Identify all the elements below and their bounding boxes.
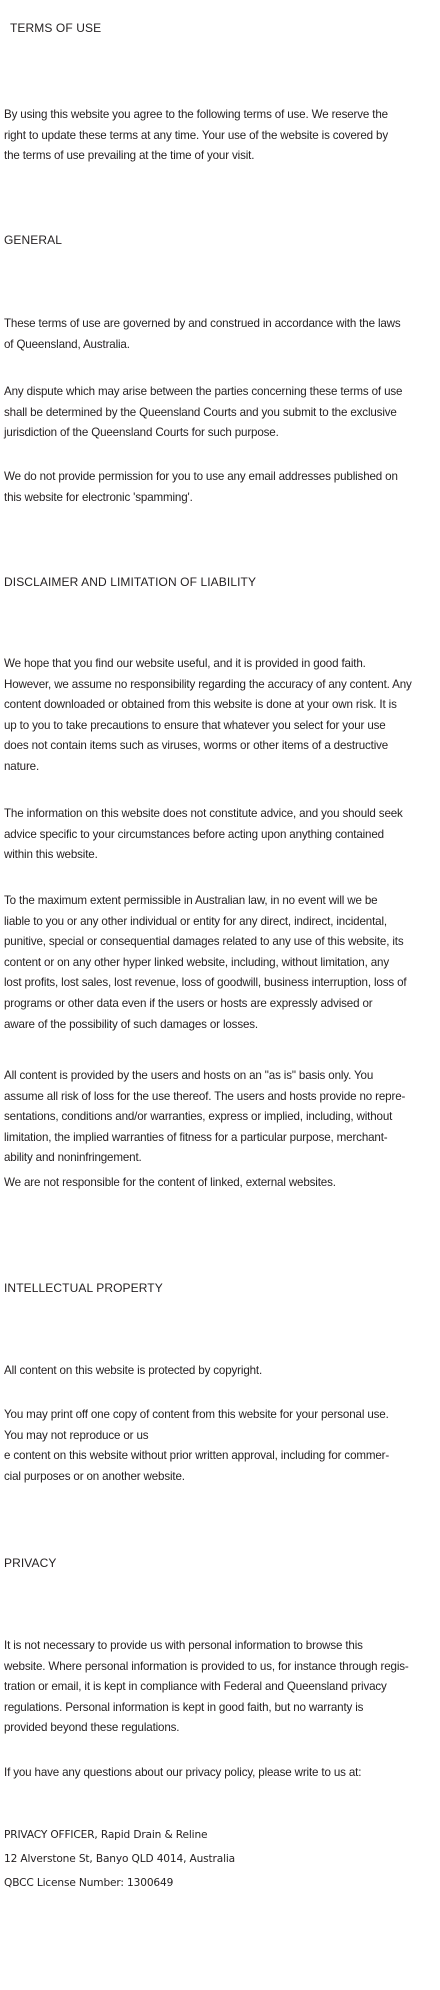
text-line: These terms of use are governed by and construed in accordance with the laws — [4, 317, 401, 330]
text-line: content or on any other hyper linked website, including, without limitation, any — [4, 955, 389, 969]
text-line: jurisdiction of the Queensland Courts for such purpose. — [4, 426, 279, 440]
disclaimer-paragraph-as-is — [4, 1066, 426, 1169]
text-line: website. Where personal information is provided to us, for instance through regis- — [4, 1659, 409, 1673]
privacy-paragraph-questions — [4, 1763, 426, 1784]
ip-paragraph-print — [4, 1405, 426, 1487]
text-line: shall be determined by the Queensland Courts and you submit to the exclusive — [4, 405, 397, 419]
text-line: lost profits, lost sales, lost revenue, loss of goodwill, business interruption, loss of — [4, 976, 407, 990]
text-line: All content on this website is protected by copyright. — [4, 1364, 263, 1377]
privacy-paragraph-information — [4, 1636, 426, 1739]
text-line: liable to you or any other individual or entity for any direct, indirect, incidental, — [4, 914, 387, 928]
text-line: aware of the possibility of such damages or losses. — [4, 1017, 258, 1031]
text-line: programs or other data even if the users or hosts are expressly advised or — [4, 996, 373, 1010]
text-line: of Queensland, Australia. — [4, 337, 130, 351]
disclaimer-paragraph-liability — [4, 891, 426, 1035]
text-line: within this website. — [4, 848, 98, 862]
contact-officer: PRIVACY OFFICER, Rapid Drain & Reline — [4, 1829, 208, 1841]
section-heading-privacy: PRIVACY — [4, 1556, 57, 1570]
text-line: nature. — [4, 759, 40, 773]
section-heading-general: GENERAL — [4, 233, 63, 247]
text-line: We do not provide permission for you to use any email addresses published on — [4, 470, 398, 483]
text-line: content downloaded or obtained from this website is done at your own risk. It is — [4, 698, 397, 712]
disclaimer-paragraph-good-faith — [4, 654, 426, 778]
text-line: We hope that you find our website useful, and it is provided in good faith. — [4, 657, 366, 670]
text-line: this website for electronic 'spamming'. — [4, 490, 193, 504]
section-heading-intellectual-property: INTELLECTUAL PROPERTY — [4, 1281, 163, 1295]
disclaimer-paragraph-advice — [4, 804, 426, 866]
text-line: You may print off one copy of content from this website for your personal use. — [4, 1408, 389, 1421]
text-line: regulations. Personal information is kept in good faith, but no warranty is — [4, 1700, 364, 1714]
intro-paragraph — [4, 105, 426, 167]
text-line: provided beyond these regulations. — [4, 1721, 180, 1735]
contact-address: 12 Alverstone St, Banyo QLD 4014, Australia — [4, 1853, 236, 1865]
section-heading-disclaimer: DISCLAIMER AND LIMITATION OF LIABILITY — [4, 575, 257, 589]
text-line: right to update these terms at any time. Your use of the website is covered by — [4, 128, 388, 142]
text-line: By using this website you agree to the following terms of use. We reserve the — [4, 108, 388, 121]
text-line: The information on this website does not constitute advice, and you should seek — [4, 807, 403, 820]
text-line: advice specific to your circumstances before acting upon anything contained — [4, 827, 384, 841]
text-line: It is not necessary to provide us with personal information to browse this — [4, 1639, 363, 1652]
general-paragraph-laws — [4, 314, 426, 355]
text-line: To the maximum extent permissible in Australian law, in no event will we be — [4, 894, 378, 907]
text-line: assume all risk of loss for the use thereof. The users and hosts provide no repre- — [4, 1089, 406, 1103]
text-line: e content on this website without prior written approval, including for commer- — [4, 1449, 390, 1463]
text-line: limitation, the implied warranties of fitness for a particular purpose, merchant- — [4, 1130, 388, 1144]
privacy-contact-block — [4, 1823, 235, 1895]
contact-license: QBCC License Number: 1300649 — [4, 1877, 174, 1889]
text-line: does not contain items such as viruses, worms or other items of a destructive — [4, 739, 389, 753]
page-title: TERMS OF USE — [10, 21, 102, 35]
disclaimer-paragraph-external-links — [4, 1173, 426, 1194]
text-line: up to you to take precautions to ensure that whatever you select for your use — [4, 718, 386, 732]
text-line: All content is provided by the users and hosts on an "as is" basis only. You — [4, 1069, 374, 1082]
ip-paragraph-copyright — [4, 1361, 426, 1382]
text-line: the terms of use prevailing at the time of your visit. — [4, 149, 255, 163]
text-line: cial purposes or on another website. — [4, 1469, 185, 1483]
text-line: You may not reproduce or us — [4, 1428, 149, 1442]
text-line: tration or email, it is kept in compliance with Federal and Queensland privacy — [4, 1680, 387, 1694]
text-line: Any dispute which may arise between the parties concerning these terms of use — [4, 385, 403, 398]
text-line: punitive, special or consequential damages related to any use of this website, its — [4, 935, 404, 949]
general-paragraph-spam — [4, 467, 426, 508]
text-line: If you have any questions about our privacy policy, please write to us at: — [4, 1766, 362, 1779]
text-line: However, we assume no responsibility regarding the accuracy of any content. Any — [4, 677, 412, 691]
text-line: We are not responsible for the content of linked, external websites. — [4, 1176, 336, 1189]
text-line: sentations, conditions and/or warranties, express or implied, including, without — [4, 1110, 393, 1124]
text-line: ability and noninfringement. — [4, 1151, 142, 1165]
general-paragraph-disputes — [4, 382, 426, 444]
